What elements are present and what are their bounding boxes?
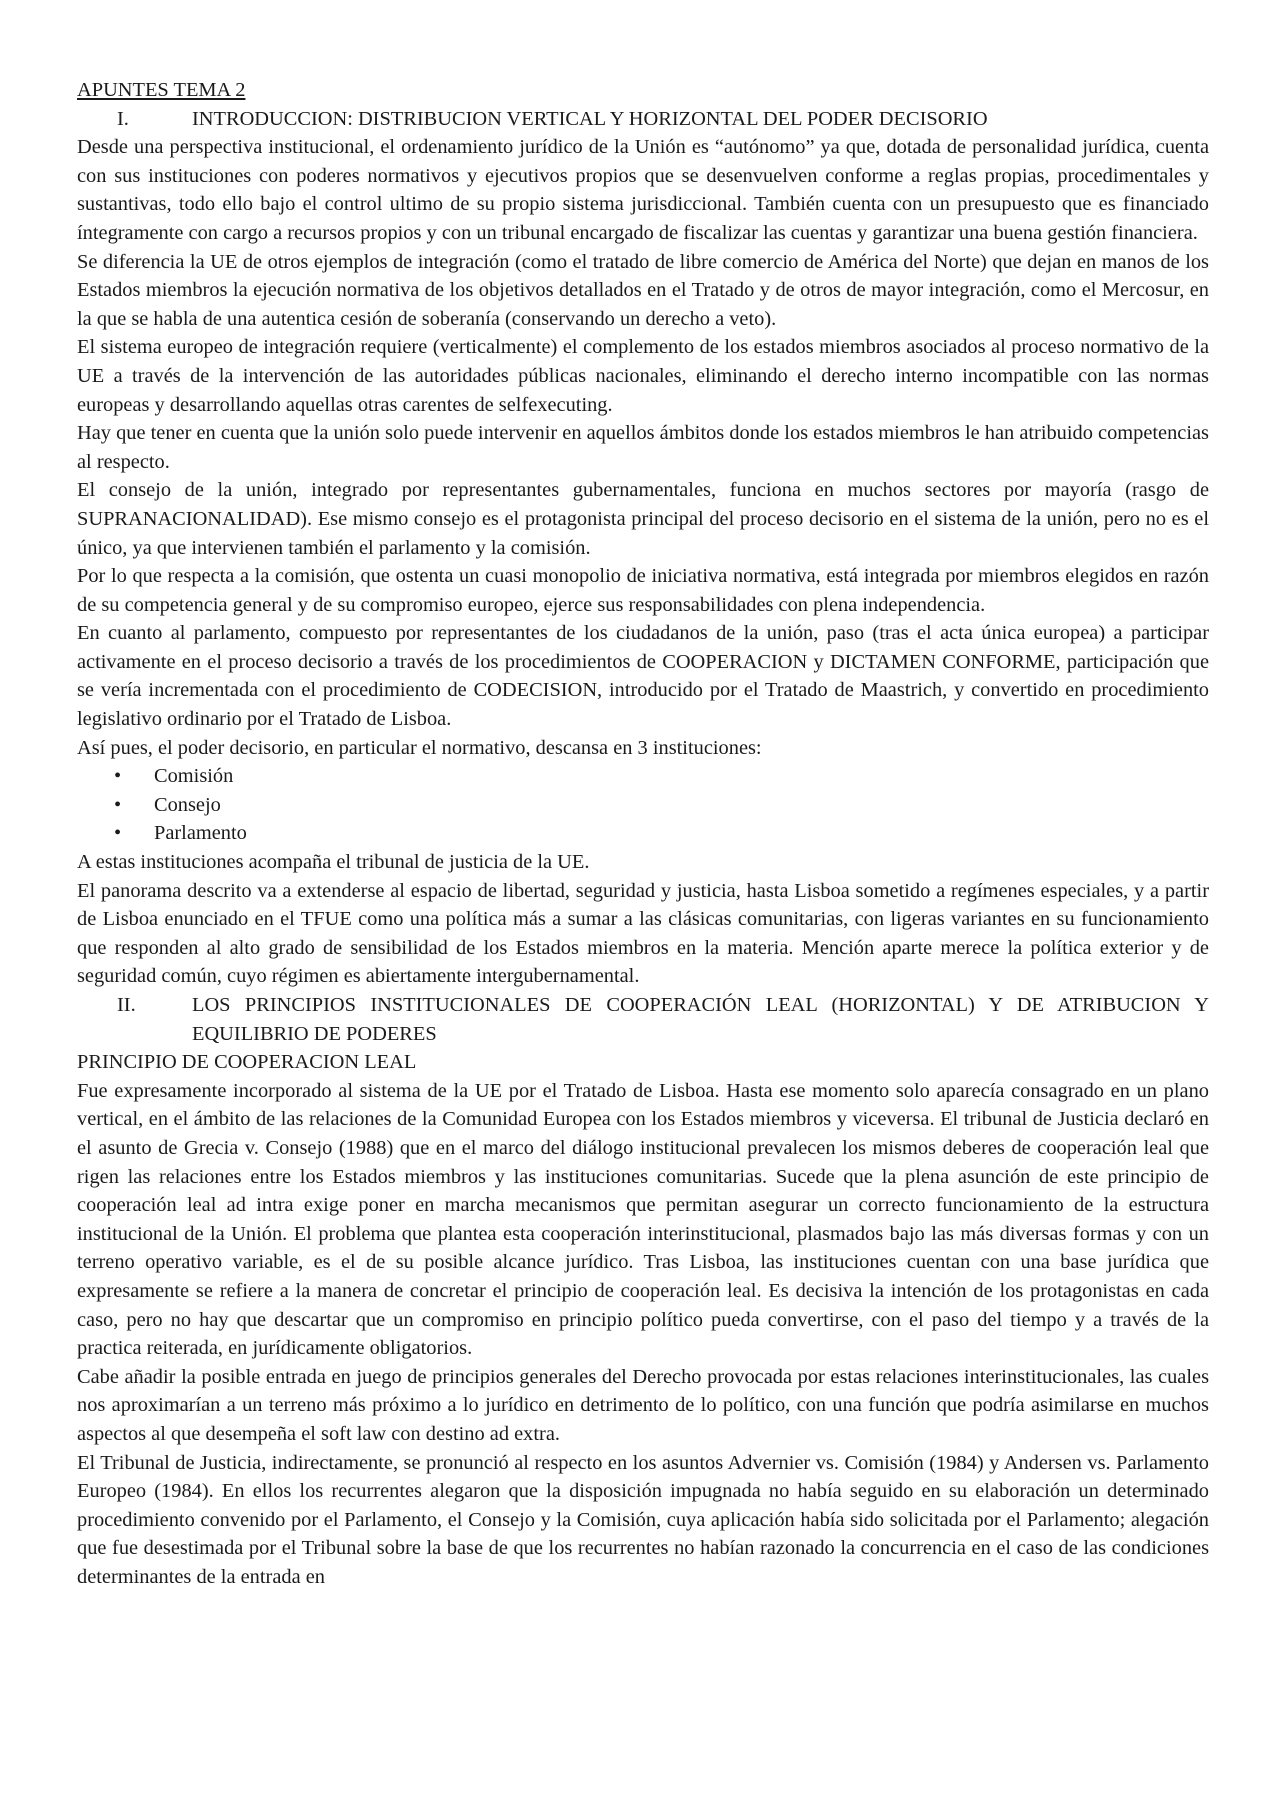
paragraph: Fue expresamente incorporado al sistema de la UE por el Tratado de Lisboa. Hasta ese momento solo aparecía consagrado en un plano vertical, en el ámbito de las relaciones de la Comunidad Europea con los Estados miembros y viceversa. El tribunal de Justicia declaró en el asunto de Grecia v. Consejo (1988) que en el marco del diálogo institucional prevalecen los mismos deberes de cooperación leal que rigen las relaciones entre los Estados miembros y las instituciones comunitarias. Sucede que la plena asunción de este principio de cooperación leal ad intra exige poner en marcha mecanismos que permitan asegurar un correcto funcionamiento de la estructura institucional de la Unión. El problema que plantea esta cooperación interinstitucional, plasmados bajo las más diversas formas y con un terreno operativo variable, es el de su posible alcance jurídico. Tras Lisboa, las instituciones cuentan con una base jurídica que expresamente se refiere a la manera de concretar el principio de cooperación leal. Es decisiva la intención de los protagonistas en cada caso, pero no hay que descartar que un compromiso en principio político pueda convertirse, con el paso del tiempo y a través de la practica reiterada, en jurídicamente obligatorios. [77,1079,1209,1360]
list-item [77,819,1209,848]
subheading: PRINCIPIO DE COOPERACION LEAL [77,1051,417,1074]
list-intro: Así pues, el poder decisorio, en particular el normativo, descansa en 3 instituciones: [77,736,762,759]
section-number: I. [117,107,129,130]
list-item-label: Comisión [154,765,234,788]
bullet-icon: • [114,822,122,845]
list-item-label: Consejo [154,793,221,816]
list-item-label: Parlamento [154,822,247,845]
list-item [77,791,1209,820]
paragraph: El consejo de la unión, integrado por representantes gubernamentales, funciona en muchos sectores por mayoría (rasgo de SUPRANACIONALIDAD). Ese mismo consejo es el protagonista principal del proceso decisorio en el sistema de la unión, pero no es el único, ya que intervienen también el parlamento y la comisión. [77,479,1209,559]
paragraph: Hay que tener en cuenta que la unión solo puede intervenir en aquellos ámbitos donde los estados miembros le han atribuido competencias al respecto. [77,422,1209,473]
document-title: APUNTES TEMA 2 [77,79,246,101]
paragraph: Se diferencia la UE de otros ejemplos de integración (como el tratado de libre comercio de América del Norte) que dejan en manos de los Estados miembros la ejecución normativa de los objetivos detallados en el Tratado y de otros de mayor integración, como el Mercosur, en la que se habla de una autentica cesión de soberanía (conservando un derecho a veto). [77,250,1209,330]
list-item [77,762,1209,791]
document-page [77,76,1209,1591]
paragraph: El panorama descrito va a extenderse al espacio de libertad, seguridad y justicia, hasta Lisboa sometido a regímenes especiales, y a partir de Lisboa enunciado en el TFUE como una política más a sumar a las clásicas comunitarias, con ligeras variantes en su funcionamiento que responden al alto grado de sensibilidad de los Estados miembros en la materia. Mención aparte merece la política exterior y de seguridad común, cuyo régimen es abiertamente intergubernamental. [77,879,1209,988]
paragraph: El sistema europeo de integración requiere (verticalmente) el complemento de los estados miembros asociados al proceso normativo de la UE a través de la intervención de las autoridades públicas nacionales, eliminando el derecho interno incompatible con las normas europeas y desarrollando aquellas otras carentes de selfexecuting. [77,336,1209,416]
section-heading-1 [77,105,1209,134]
section-title: LOS PRINCIPIOS INSTITUCIONALES DE COOPERACIÓN LEAL (HORIZONTAL) Y DE ATRIBUCION Y EQUILIBRIO DE PODERES [192,994,1209,1045]
paragraph: Desde una perspectiva institucional, el ordenamiento jurídico de la Unión es “autónomo” ya que, dotada de personalidad jurídica, cuenta con sus instituciones con poderes normativos y ejecutivos propios que se desenvuelven conforme a reglas propias, procedimentales y sustantivas, todo ello bajo el control ultimo de su propio sistema jurisdiccional. También cuenta con un presupuesto que es financiado íntegramente con cargo a recursos propios y con un tribunal encargado de fiscalizar las cuentas y garantizar una buena gestión financiera. [77,136,1209,244]
paragraph: Cabe añadir la posible entrada en juego de principios generales del Derecho provocada por estas relaciones interinstitucionales, las cuales nos aproximarían a un terreno más próximo a lo jurídico en detrimento de lo político, con una función que podría asimilarse en muchos aspectos al que desempeña el soft law con destino ad extra. [77,1365,1209,1445]
bullet-icon: • [114,793,122,816]
section-number: II. [117,994,136,1016]
paragraph: En cuanto al parlamento, compuesto por representantes de los ciudadanos de la unión, paso (tras el acta única europea) a participar activamente en el proceso decisorio a través de los procedimientos de COOPERACION y DICTAMEN CONFORME, participación que se vería incrementada con el procedimiento de CODECISION, introducido por el Tratado de Maastrich, y convertido en procedimiento legislativo ordinario por el Tratado de Lisboa. [77,622,1209,731]
section-heading-2 [77,991,1209,1048]
section-title: INTRODUCCION: DISTRIBUCION VERTICAL Y HORIZONTAL DEL PODER DECISORIO [192,107,988,130]
after-list-text: A estas instituciones acompaña el tribunal de justicia de la UE. [77,851,590,874]
bullet-icon: • [114,765,122,788]
paragraph: El Tribunal de Justicia, indirectamente, se pronunció al respecto en los asuntos Advernier vs. Comisión (1984) y Andersen vs. Parlamento Europeo (1984). En ellos los recurrentes alegaron que la disposición impugnada no había seguido en su elaboración un determinado procedimiento convenido por el Parlamento, el Consejo y la Comisión, cuya aplicación había sido solicitada por el Parlamento; alegación que fue desestimada por el Tribunal sobre la base de que los recurrentes no habían razonado la concurrencia en el caso de las condiciones determinantes de la entrada en [77,1451,1209,1588]
paragraph: Por lo que respecta a la comisión, que ostenta un cuasi monopolio de iniciativa normativa, está integrada por miembros elegidos en razón de su competencia general y de su compromiso europeo, ejerce sus responsabilidades con plena independencia. [77,565,1209,616]
institutions-list [77,762,1209,848]
